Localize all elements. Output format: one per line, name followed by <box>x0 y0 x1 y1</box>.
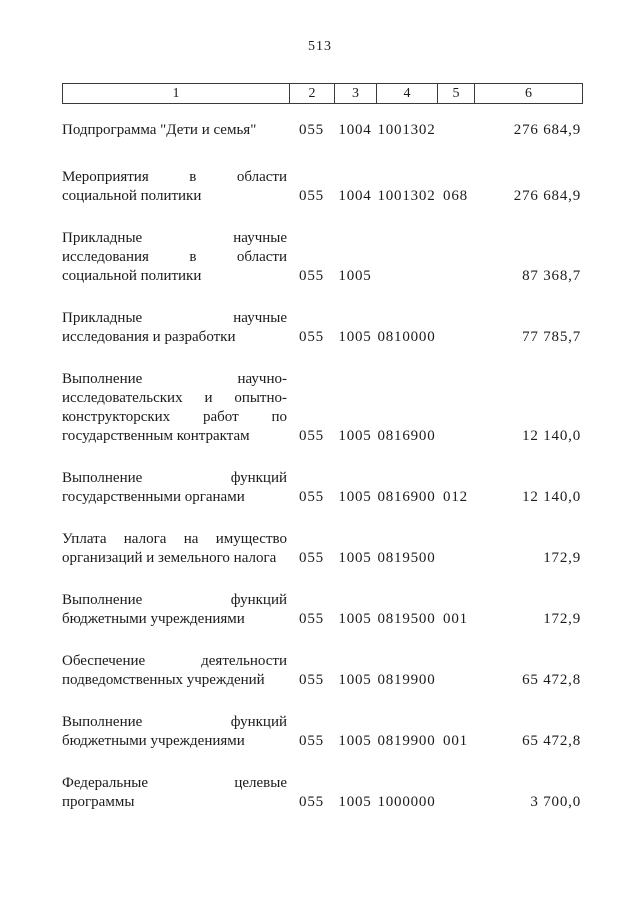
cell-name: Уплата налога на имущество организаций и земельного налога <box>62 531 287 566</box>
cell-col2: 055 <box>299 672 324 688</box>
cell-col2: 055 <box>299 611 324 627</box>
table-header-row <box>62 83 583 104</box>
cell-name: Прикладные научные исследования в области социальной политики <box>62 230 287 284</box>
table-header-col-1: 1 <box>63 84 290 103</box>
cell-col2: 055 <box>299 188 324 204</box>
cell-col6: 276 684,9 <box>513 122 581 138</box>
table-row <box>62 121 581 140</box>
cell-col5: 012 <box>443 489 468 505</box>
cell-col3: 1005 <box>338 550 372 566</box>
cell-col4: 0816900 <box>377 428 436 444</box>
cell-col2: 055 <box>299 329 324 345</box>
cell-col6: 172,9 <box>543 611 581 627</box>
table-row <box>62 168 581 206</box>
table-header-col-4: 4 <box>377 84 438 103</box>
table-header-col-2: 2 <box>290 84 335 103</box>
cell-col2: 055 <box>299 733 324 749</box>
table-row <box>62 370 581 446</box>
cell-name: Прикладные научные исследования и разработки <box>62 310 287 345</box>
cell-name: Федеральные целевые программы <box>62 775 287 810</box>
cell-name: Мероприятия в области социальной политики <box>62 169 287 204</box>
cell-name: Выполнение функций бюджетными учреждениями <box>62 714 287 749</box>
cell-col5: 001 <box>443 733 468 749</box>
cell-col4: 1000000 <box>377 794 436 810</box>
cell-col6: 65 472,8 <box>522 672 581 688</box>
table-row <box>62 774 581 812</box>
cell-col6: 65 472,8 <box>522 733 581 749</box>
table-row <box>62 229 581 286</box>
cell-col6: 172,9 <box>543 550 581 566</box>
cell-col3: 1005 <box>338 428 372 444</box>
cell-col6: 276 684,9 <box>513 188 581 204</box>
table-row <box>62 713 581 751</box>
cell-col3: 1004 <box>338 122 372 138</box>
cell-col4: 1001302 <box>377 122 436 138</box>
cell-col3: 1005 <box>338 794 372 810</box>
cell-col6: 77 785,7 <box>522 329 581 345</box>
cell-col4: 0819500 <box>377 550 436 566</box>
cell-col3: 1005 <box>338 611 372 627</box>
cell-col4: 0810000 <box>377 329 436 345</box>
cell-col4: 0819900 <box>377 672 436 688</box>
cell-col3: 1005 <box>338 733 372 749</box>
cell-col2: 055 <box>299 122 324 138</box>
cell-col3: 1005 <box>338 672 372 688</box>
cell-name: Обеспечение деятельности подведомственных учреждений <box>62 653 287 688</box>
table-header-col-3: 3 <box>335 84 377 103</box>
cell-name: Выполнение функций бюджетными учреждениями <box>62 592 287 627</box>
table-row <box>62 469 581 507</box>
cell-col2: 055 <box>299 428 324 444</box>
cell-name: Выполнение научно- исследовательских и опытно- конструкторских работ по государственным контрактам <box>62 371 287 444</box>
cell-col2: 055 <box>299 794 324 810</box>
table-row <box>62 591 581 629</box>
table-row <box>62 652 581 690</box>
cell-col3: 1004 <box>338 188 372 204</box>
table-header-col-5: 5 <box>438 84 475 103</box>
cell-col5: 001 <box>443 611 468 627</box>
cell-col2: 055 <box>299 268 324 284</box>
cell-col3: 1005 <box>338 329 372 345</box>
cell-col2: 055 <box>299 550 324 566</box>
cell-name: Выполнение функций государственными органами <box>62 470 287 505</box>
cell-col4: 0816900 <box>377 489 436 505</box>
cell-col6: 3 700,0 <box>530 794 581 810</box>
cell-col4: 0819900 <box>377 733 436 749</box>
cell-col6: 87 368,7 <box>522 268 581 284</box>
table-row <box>62 309 581 347</box>
cell-col2: 055 <box>299 489 324 505</box>
table-header-col-6: 6 <box>525 86 532 101</box>
cell-col4: 1001302 <box>377 188 436 204</box>
cell-col3: 1005 <box>338 268 372 284</box>
cell-col3: 1005 <box>338 489 372 505</box>
cell-col5: 068 <box>443 188 468 204</box>
table-row <box>62 530 581 568</box>
cell-name: Подпрограмма "Дети и семья" <box>62 122 257 138</box>
table-body <box>62 121 581 835</box>
cell-col4: 0819500 <box>377 611 436 627</box>
cell-col6: 12 140,0 <box>522 428 581 444</box>
cell-col6: 12 140,0 <box>522 489 581 505</box>
page-number: 513 <box>308 39 332 54</box>
